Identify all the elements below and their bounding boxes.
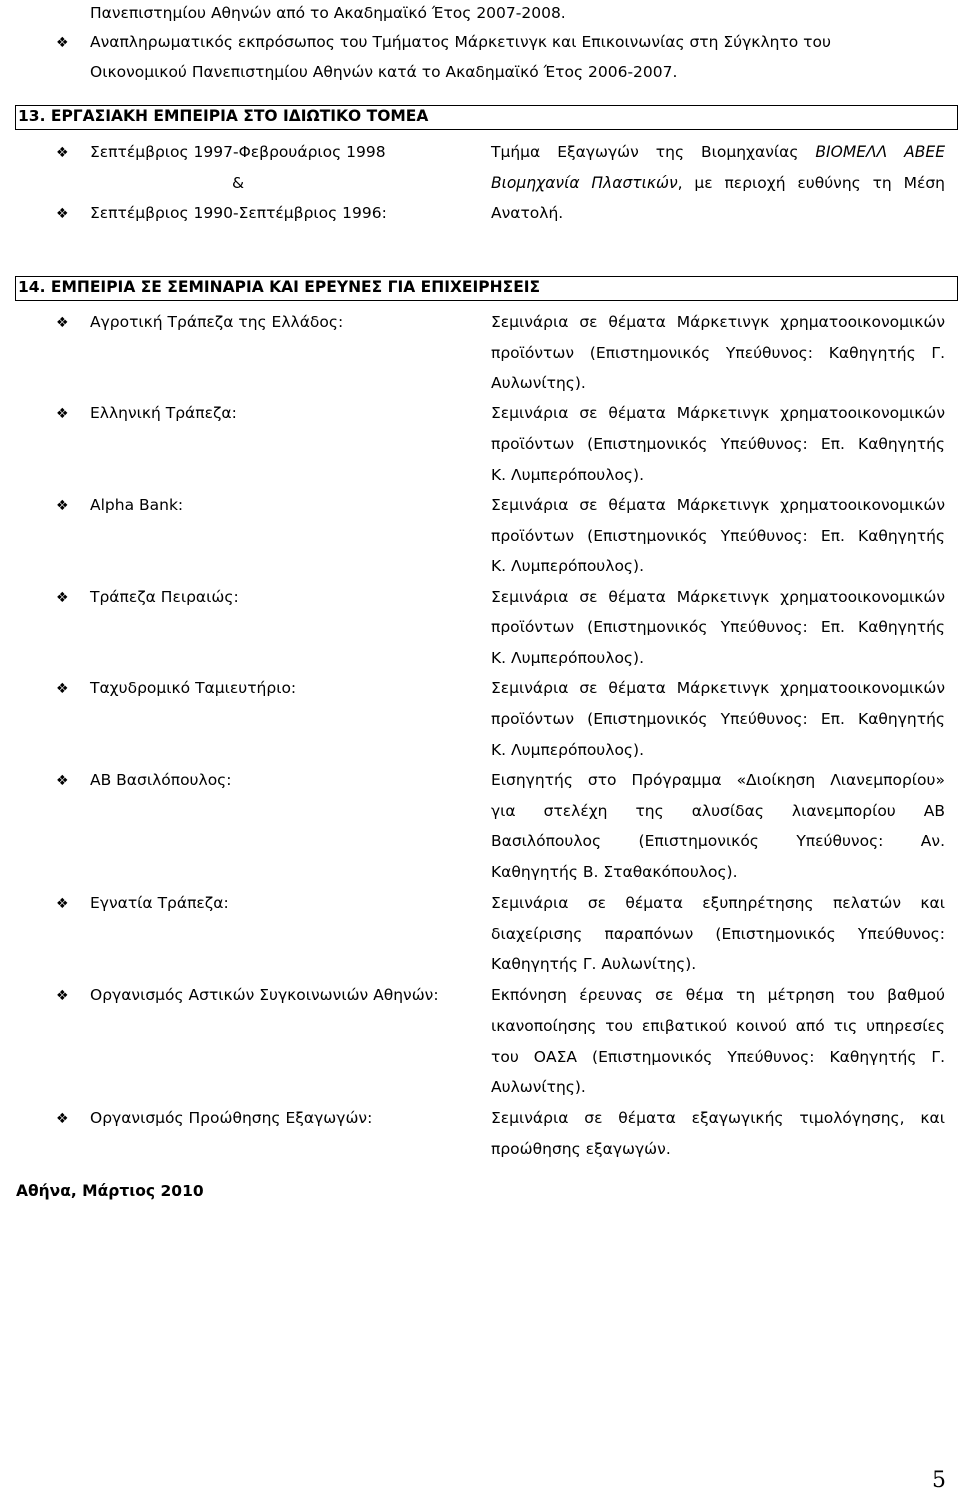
- section-13-ampersand: &: [232, 174, 245, 192]
- top-line-1: Πανεπιστημίου Αθηνών από το Ακαδημαϊκό Έτος 2007-2008.: [90, 4, 566, 22]
- top-line-2: Αναπληρωματικός εκπρόσωπος του Τμήματος Μάρκετινγκ και Επικοινωνίας στη Σύγκλητο του: [90, 33, 831, 51]
- entry-line: Σεμινάρια σε θέματα Μάρκετινγκ χρηματοοικονομικών: [491, 313, 945, 331]
- entry-line: για στελέχη της αλυσίδας λιανεμπορίου ΑΒ: [491, 802, 945, 820]
- entry-org: Ελληνική Τράπεζα:: [90, 404, 237, 422]
- entry-line: Αυλωνίτης).: [491, 1078, 586, 1096]
- bullet-icon: ❖: [56, 681, 69, 697]
- entry-line: προϊόντων (Επιστημονικός Υπεύθυνος: Επ. Καθηγητής: [491, 435, 945, 453]
- bullet-icon: ❖: [56, 1111, 69, 1127]
- entry-line: Σεμινάρια σε θέματα εξαγωγικής τιμολόγησης, και: [491, 1109, 945, 1127]
- entry-line: ικανοποίησης του επιβατικού κοινού από τις υπηρεσίες: [491, 1017, 945, 1035]
- entry-org: Ταχυδρομικό Ταμιευτήριο:: [90, 679, 297, 697]
- bullet-icon: ❖: [56, 773, 69, 789]
- entry-line: Κ. Λυμπερόπουλος).: [491, 741, 644, 759]
- entry-org: Τράπεζα Πειραιώς:: [90, 588, 239, 606]
- entry-line: Εισηγητής στο Πρόγραμμα «Διοίκηση Λιανεμπορίου»: [491, 771, 945, 789]
- entry-line: Σεμινάρια σε θέματα Μάρκετινγκ χρηματοοικονομικών: [491, 679, 945, 697]
- section-13-right-line-1: Τμήμα Εξαγωγών της Βιομηχανίας ΒΙΟΜΕΛΛ ΑΒΕΕ: [491, 143, 945, 161]
- entry-line: Σεμινάρια σε θέματα Μάρκετινγκ χρηματοοικονομικών: [491, 496, 945, 514]
- entry-line: Καθηγητής Β. Σταθακόπουλος).: [491, 863, 738, 881]
- section-13-right-line-3: Ανατολή.: [491, 204, 564, 222]
- entry-line: Σεμινάρια σε θέματα Μάρκετινγκ χρηματοοικονομικών: [491, 404, 945, 422]
- entry-line: Εκπόνηση έρευνας σε θέμα τη μέτρηση του βαθμού: [491, 986, 945, 1004]
- section-13-left-1: Σεπτέμβριος 1997-Φεβρουάριος 1998: [90, 143, 386, 161]
- section-13-heading: 13. ΕΡΓΑΣΙΑΚΗ ΕΜΠΕΙΡΙΑ ΣΤΟ ΙΔΙΩΤΙΚΟ ΤΟΜΕΑ: [18, 107, 429, 125]
- bullet-icon: ❖: [56, 315, 69, 331]
- entry-line: Κ. Λυμπερόπουλος).: [491, 466, 644, 484]
- entry-org: Εγνατία Τράπεζα:: [90, 894, 229, 912]
- entry-line: προϊόντων (Επιστημονικός Υπεύθυνος: Καθηγητής Γ.: [491, 344, 945, 362]
- bullet-icon: ❖: [56, 498, 69, 514]
- entry-org: ΑΒ Βασιλόπουλος:: [90, 771, 232, 789]
- section-13-right-line-2: Βιομηχανία Πλαστικών, με περιοχή ευθύνης τη Μέση: [491, 174, 945, 192]
- footer-place-date: Αθήνα, Μάρτιος 2010: [16, 1182, 204, 1200]
- entry-org: Alpha Bank:: [90, 496, 184, 514]
- bullet-icon: ❖: [56, 145, 69, 161]
- entry-line: Καθηγητής Γ. Αυλωνίτης).: [491, 955, 697, 973]
- entry-line: Αυλωνίτης).: [491, 374, 586, 392]
- entry-line: προώθησης εξαγωγών.: [491, 1140, 671, 1158]
- section-14-heading: 14. ΕΜΠΕΙΡΙΑ ΣΕ ΣΕΜΙΝΑΡΙΑ ΚΑΙ ΕΡΕΥΝΕΣ ΓΙΑ ΕΠΙΧΕΙΡΗΣΕΙΣ: [18, 278, 541, 296]
- entry-line: του ΟΑΣΑ (Επιστημονικός Υπεύθυνος: Καθηγητής Γ.: [491, 1048, 945, 1066]
- entry-org: Οργανισμός Προώθησης Εξαγωγών:: [90, 1109, 373, 1127]
- bullet-icon: ❖: [56, 406, 69, 422]
- entry-line: Σεμινάρια σε θέματα Μάρκετινγκ χρηματοοικονομικών: [491, 588, 945, 606]
- entry-line: Κ. Λυμπερόπουλος).: [491, 557, 644, 575]
- page-number: 5: [932, 1468, 946, 1493]
- bullet-icon: ❖: [56, 896, 69, 912]
- top-line-3: Οικονομικού Πανεπιστημίου Αθηνών κατά το Ακαδημαϊκό Έτος 2006-2007.: [90, 63, 678, 81]
- bullet-icon: ❖: [56, 988, 69, 1004]
- entry-line: Βασιλόπουλος (Επιστημονικός Υπεύθυνος: Αν.: [491, 832, 945, 850]
- entry-line: προϊόντων (Επιστημονικός Υπεύθυνος: Επ. Καθηγητής: [491, 527, 945, 545]
- bullet-icon: ❖: [56, 590, 69, 606]
- entry-org: Αγροτική Τράπεζα της Ελλάδος:: [90, 313, 344, 331]
- entry-line: Κ. Λυμπερόπουλος).: [491, 649, 644, 667]
- entry-line: προϊόντων (Επιστημονικός Υπεύθυνος: Επ. Καθηγητής: [491, 710, 945, 728]
- section-13-left-2: Σεπτέμβριος 1990-Σεπτέμβριος 1996:: [90, 204, 387, 222]
- entry-org: Οργανισμός Αστικών Συγκοινωνιών Αθηνών:: [90, 986, 439, 1004]
- entry-line: Σεμινάρια σε θέματα εξυπηρέτησης πελατών και: [491, 894, 945, 912]
- entry-line: προϊόντων (Επιστημονικός Υπεύθυνος: Επ. Καθηγητής: [491, 618, 945, 636]
- bullet-icon: ❖: [56, 206, 69, 222]
- bullet-icon: ❖: [56, 35, 69, 51]
- entry-line: διαχείρισης παραπόνων (Επιστημονικός Υπεύθυνος:: [491, 925, 945, 943]
